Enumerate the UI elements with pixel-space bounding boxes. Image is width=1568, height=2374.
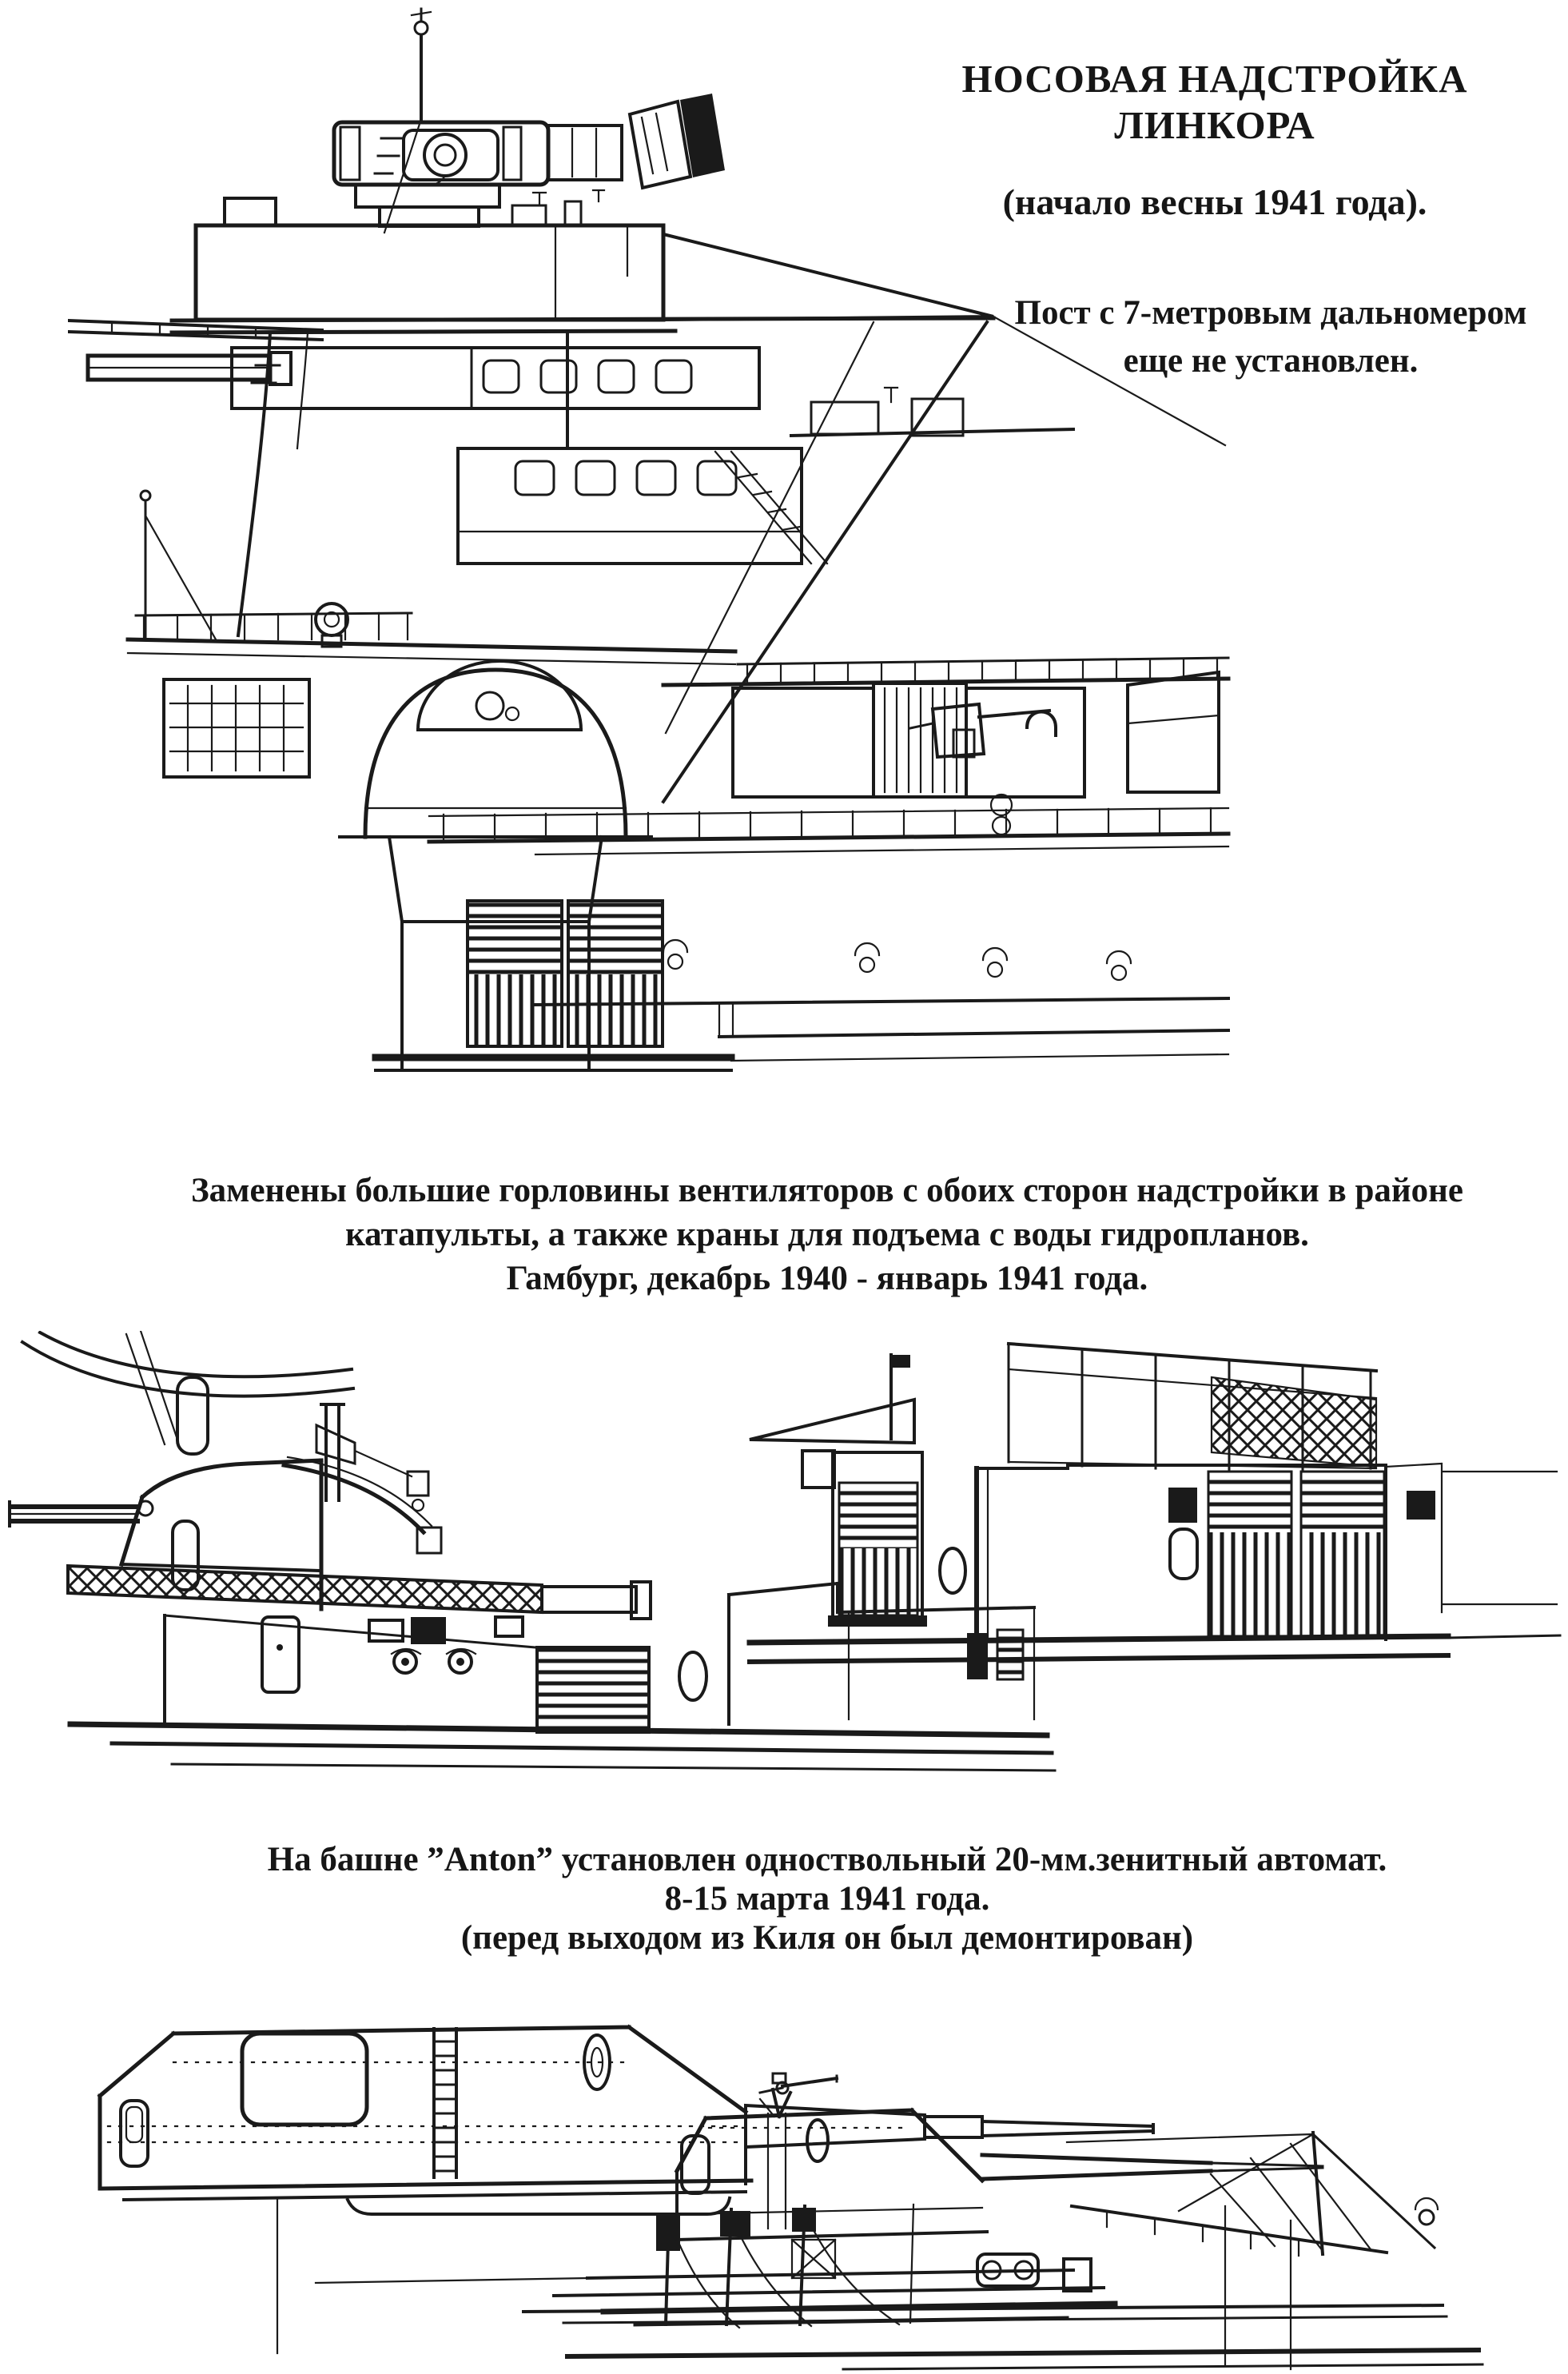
starboard-deck-view (750, 1344, 1560, 1662)
foretop-platform (172, 190, 1225, 445)
caption-ventilators (112, 1169, 1542, 1301)
hull-deck-vents-portholes (429, 808, 1228, 1061)
rangefinder-note-line1: Пост с 7-метровым дальномером (1014, 294, 1527, 332)
turrets-and-bow-drawing (76, 2014, 1522, 2374)
page-title-date: (начало весны 1941 года). (1002, 181, 1427, 222)
page-title: НОСОВАЯ НАДСТРОЙКА ЛИНКОРА (961, 57, 1468, 147)
caption-ventilators-line2: катапульты, а также краны для подъема с воды гидропланов. (345, 1216, 1309, 1253)
foretop-rangefinder-cupola (334, 9, 725, 233)
deckhouse-and-fittings (663, 658, 1228, 834)
rangefinder-note-line2: еще не установлен. (1123, 342, 1419, 380)
caption-anton-line3: (перед выходом из Киля он был демонтирован) (460, 1919, 1194, 1957)
caption-anton-turret (112, 1840, 1542, 1958)
caption-anton-line1: На башне ”Anton” установлен одноствольный 20-мм.зенитный автомат. (267, 1841, 1387, 1878)
signal-yard-and-gun-barrels (68, 321, 322, 384)
bow-superstructure-drawing (68, 4, 1259, 1075)
caption-anton-line2: 8-15 марта 1941 года. (664, 1880, 990, 1918)
bridge-tower (128, 322, 1073, 802)
caption-ventilators-line3: Гамбург, декабрь 1940 - январь 1941 года. (506, 1260, 1148, 1297)
caption-ventilators-line1: Заменены большие горловины вентиляторов с обоих сторон надстройки в районе (190, 1172, 1463, 1209)
midships-deck-drawing (8, 1331, 1562, 1775)
